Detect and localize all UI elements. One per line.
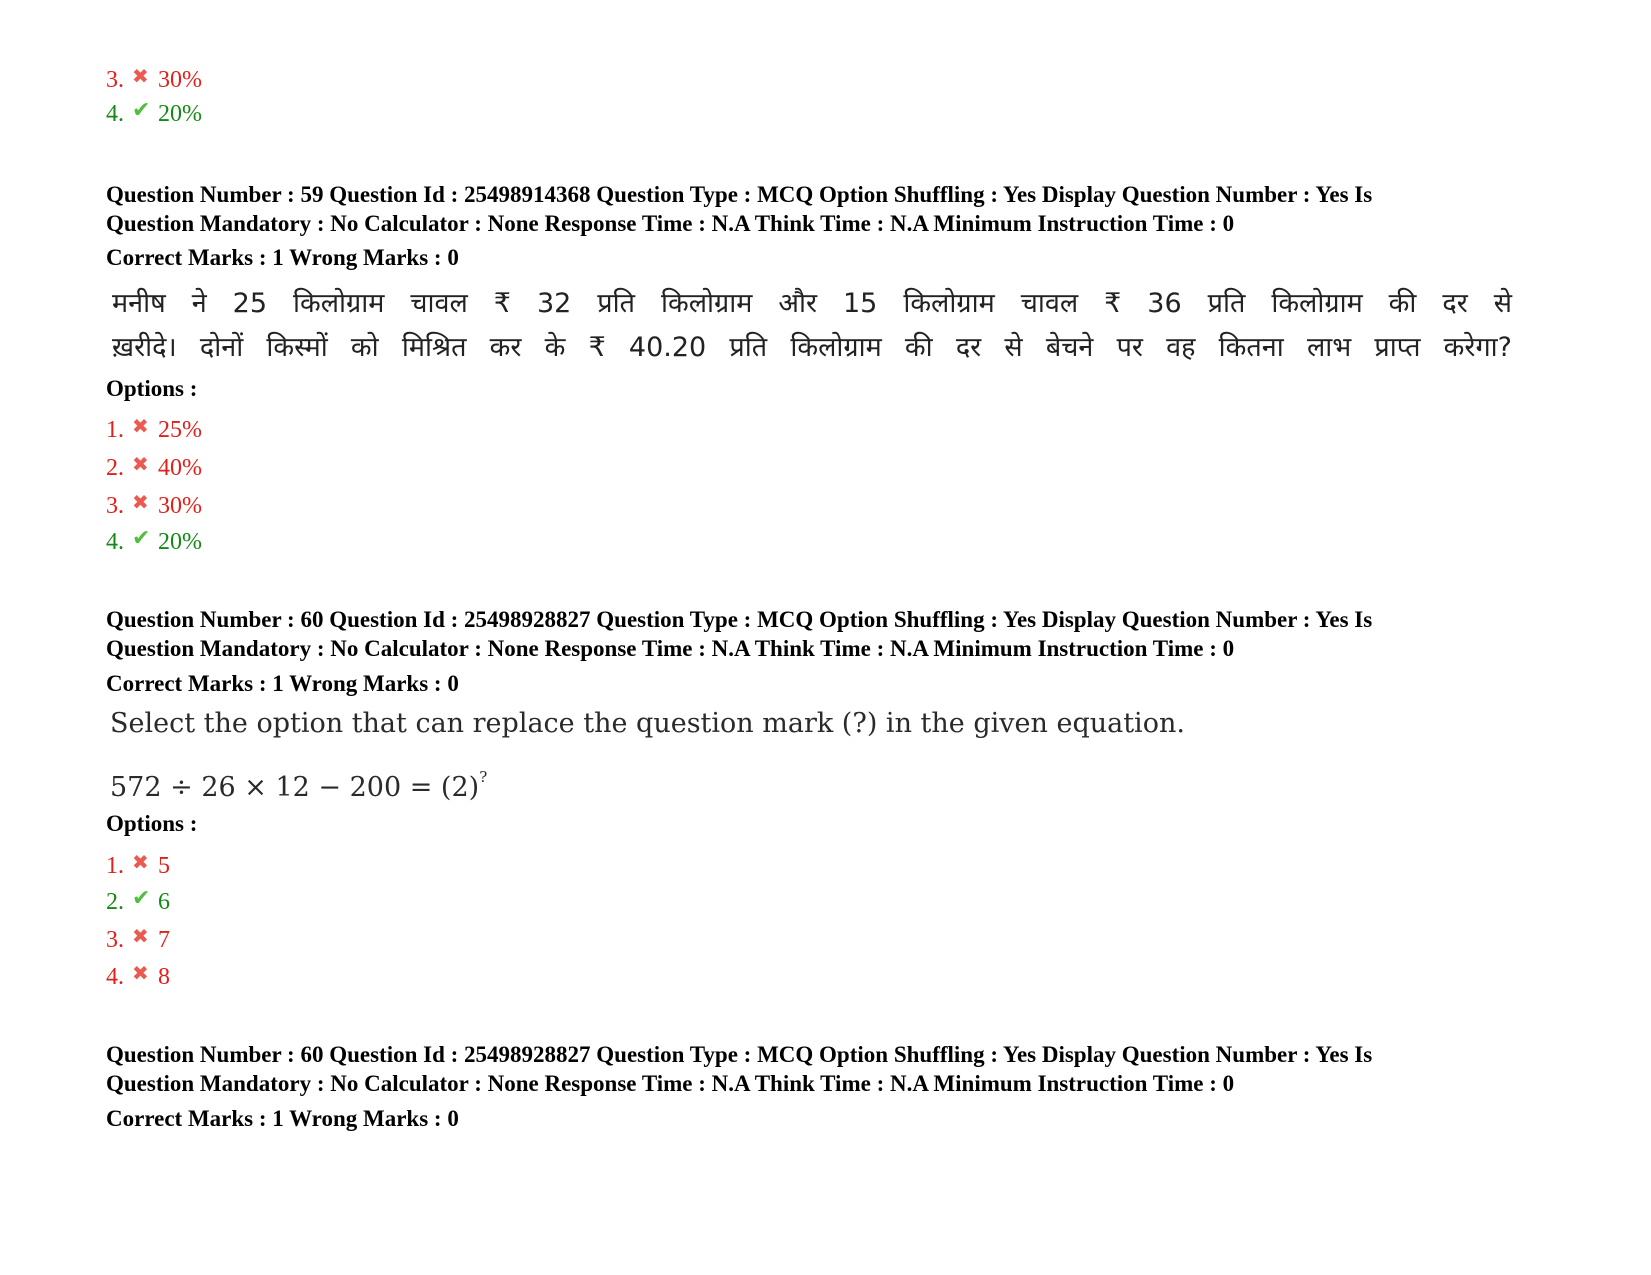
question-header-line: Question Number : 60 Question Id : 25498928827 Question Type : MCQ Option Shuffling : Yes Display Question Number : Yes Is bbox=[106, 1042, 1373, 1067]
cross-mark-icon: ✖ bbox=[132, 961, 149, 985]
options-label: Options : bbox=[106, 376, 198, 401]
marks-line: Correct Marks : 1 Wrong Marks : 0 bbox=[106, 671, 459, 696]
option-row bbox=[106, 62, 202, 92]
option-value: 40% bbox=[158, 455, 202, 481]
question-equation bbox=[110, 760, 487, 805]
option-value: 7 bbox=[158, 927, 170, 953]
option-row bbox=[106, 885, 170, 915]
option-number: 4. bbox=[106, 964, 124, 990]
check-mark-icon: ✔ bbox=[132, 886, 151, 911]
option-row bbox=[106, 488, 202, 518]
option-value: 30% bbox=[158, 493, 202, 519]
option-number: 4. bbox=[106, 529, 124, 555]
option-value: 30% bbox=[158, 67, 202, 93]
option-number: 3. bbox=[106, 927, 124, 953]
cross-mark-icon: ✖ bbox=[132, 490, 149, 514]
option-number: 1. bbox=[106, 853, 124, 879]
option-row bbox=[106, 959, 170, 989]
cross-mark-icon: ✖ bbox=[132, 452, 149, 476]
check-mark-icon: ✔ bbox=[132, 526, 151, 551]
question-header-line: Question Mandatory : No Calculator : None Response Time : N.A Think Time : N.A Minimum Instruction Time : 0 bbox=[106, 211, 1235, 236]
question-header bbox=[106, 605, 1546, 663]
question-text: Select the option that can replace the question mark (?) in the given equation. bbox=[110, 708, 1185, 739]
option-value: 5 bbox=[158, 853, 170, 879]
option-row bbox=[106, 97, 202, 127]
option-value: 8 bbox=[158, 964, 170, 990]
option-value: 20% bbox=[158, 529, 202, 555]
cross-mark-icon: ✖ bbox=[132, 414, 149, 438]
option-number: 2. bbox=[106, 889, 124, 915]
option-row bbox=[106, 525, 202, 555]
question-header bbox=[106, 180, 1546, 238]
option-row bbox=[106, 412, 202, 442]
option-value: 6 bbox=[158, 889, 170, 915]
question-header-line: Question Mandatory : No Calculator : None Response Time : N.A Think Time : N.A Minimum Instruction Time : 0 bbox=[106, 636, 1235, 661]
equation-base: 572 ÷ 26 × 12 − 200 = (2) bbox=[110, 772, 480, 803]
option-row bbox=[106, 848, 170, 878]
question-text bbox=[112, 282, 1512, 370]
options-label: Options : bbox=[106, 811, 198, 836]
option-number: 3. bbox=[106, 493, 124, 519]
cross-mark-icon: ✖ bbox=[132, 64, 149, 88]
question-header-line: Question Mandatory : No Calculator : None Response Time : N.A Think Time : N.A Minimum Instruction Time : 0 bbox=[106, 1071, 1235, 1096]
option-number: 1. bbox=[106, 417, 124, 443]
question-text-line: ख़रीदे। दोनों किस्मों को मिश्रित कर के ₹ 40.20 प्रति किलोग्राम की दर से बेचने पर वह कितना लाभ प्राप्त करेगा? bbox=[112, 332, 1512, 363]
marks-line: Correct Marks : 1 Wrong Marks : 0 bbox=[106, 245, 459, 270]
equation-exponent: ? bbox=[479, 768, 488, 786]
option-number: 3. bbox=[106, 67, 124, 93]
cross-mark-icon: ✖ bbox=[132, 850, 149, 874]
option-value: 20% bbox=[158, 101, 202, 127]
question-header-line: Question Number : 60 Question Id : 25498928827 Question Type : MCQ Option Shuffling : Yes Display Question Number : Yes Is bbox=[106, 607, 1373, 632]
marks-line: Correct Marks : 1 Wrong Marks : 0 bbox=[106, 1106, 459, 1131]
option-number: 4. bbox=[106, 101, 124, 127]
option-number: 2. bbox=[106, 455, 124, 481]
question-header bbox=[106, 1040, 1546, 1098]
option-row bbox=[106, 922, 170, 952]
cross-mark-icon: ✖ bbox=[132, 924, 149, 948]
question-header-line: Question Number : 59 Question Id : 25498914368 Question Type : MCQ Option Shuffling : Yes Display Question Number : Yes Is bbox=[106, 182, 1373, 207]
question-text-line: मनीष ने 25 किलोग्राम चावल ₹ 32 प्रति किलोग्राम और 15 किलोग्राम चावल ₹ 36 प्रति किलोग्राम की दर से bbox=[112, 288, 1512, 319]
option-value: 25% bbox=[158, 417, 202, 443]
option-row bbox=[106, 450, 202, 480]
check-mark-icon: ✔ bbox=[132, 98, 151, 123]
